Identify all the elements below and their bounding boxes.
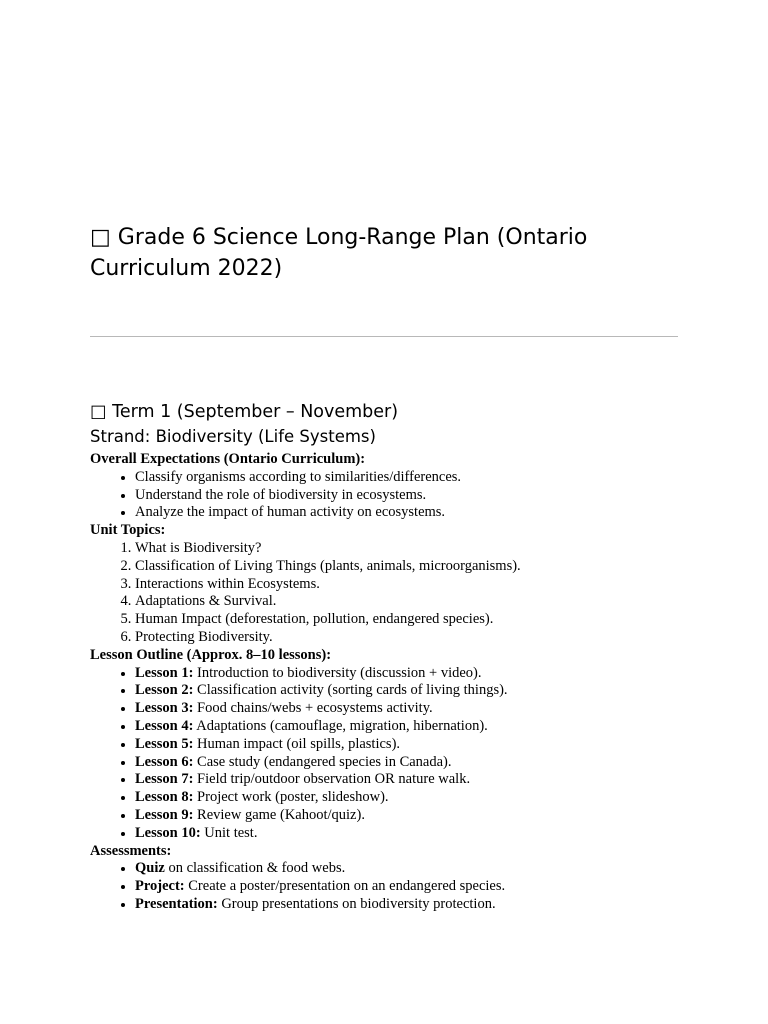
unit-topics-list [90, 540, 690, 647]
assessment-type: Presentation: [135, 895, 218, 912]
lesson-number: Lesson 8: [135, 789, 194, 806]
lesson-description: Review game (Kahoot/quiz). [193, 806, 365, 823]
strand-heading: Strand: Biodiversity (Life Systems) [90, 427, 376, 446]
lesson-description: Human impact (oil spills, plastics). [193, 735, 401, 752]
document-title: □ Grade 6 Science Long-Range Plan (Ontario Curriculum 2022) [90, 225, 588, 281]
list-item: • Classify organisms according to similarities/differences. [135, 469, 690, 487]
lesson-number: Lesson 1: [135, 664, 194, 681]
list-item [135, 736, 690, 754]
list-item: 4. Adaptations & Survival. [135, 593, 690, 611]
list-item [135, 700, 690, 718]
lesson-number: Lesson 2: [135, 682, 194, 699]
lesson-outline-label: Lesson Outline (Approx. 8–10 lessons): [90, 646, 332, 663]
list-item [135, 754, 690, 772]
list-item: 2. Classification of Living Things (plants, animals, microorganisms). [135, 558, 690, 576]
lesson-description: Introduction to biodiversity (discussion + video). [193, 664, 482, 681]
list-item [135, 878, 690, 896]
lesson-number: Lesson 3: [135, 700, 194, 717]
list-item [135, 860, 690, 878]
list-item [135, 896, 690, 914]
lesson-number: Lesson 5: [135, 735, 194, 752]
list-item [135, 825, 690, 843]
overall-expectations-label: Overall Expectations (Ontario Curriculum): [90, 451, 366, 467]
lesson-description: Adaptations (camouflage, migration, hibernation). [193, 717, 488, 734]
lesson-description: Unit test. [200, 824, 258, 841]
list-item [135, 682, 690, 700]
overall-expectations-list [90, 469, 690, 522]
lesson-number: Lesson 9: [135, 806, 194, 823]
lesson-number: Lesson 6: [135, 753, 194, 770]
list-item: 1. What is Biodiversity? [135, 540, 690, 558]
assessment-description: Group presentations on biodiversity protection. [217, 895, 496, 912]
lesson-description: Food chains/webs + ecosystems activity. [193, 700, 433, 717]
list-item [135, 771, 690, 789]
list-item: • Analyze the impact of human activity on ecosystems. [135, 504, 690, 522]
list-item [135, 807, 690, 825]
horizontal-divider [90, 336, 678, 337]
assessment-type: Project: [135, 878, 185, 895]
list-item: 5. Human Impact (deforestation, pollution, endangered species). [135, 611, 690, 629]
list-item: 3. Interactions within Ecosystems. [135, 576, 690, 594]
lesson-number: Lesson 7: [135, 771, 194, 788]
list-item: 6. Protecting Biodiversity. [135, 629, 690, 647]
lesson-description: Classification activity (sorting cards of living things). [193, 682, 508, 699]
lesson-description: Case study (endangered species in Canada). [193, 753, 452, 770]
list-item [135, 718, 690, 736]
assessments-label: Assessments: [90, 842, 172, 859]
list-item: • Understand the role of biodiversity in ecosystems. [135, 487, 690, 505]
list-item [135, 665, 690, 683]
document-body [90, 451, 690, 914]
assessment-type: Quiz [135, 860, 165, 877]
assessments-list [90, 860, 690, 913]
assessment-description: Create a poster/presentation on an endangered species. [184, 878, 506, 895]
unit-topics-label: Unit Topics: [90, 522, 166, 539]
lesson-number: Lesson 10: [135, 824, 201, 841]
lesson-outline-list [90, 665, 690, 843]
lesson-number: Lesson 4: [135, 717, 194, 734]
lesson-description: Field trip/outdoor observation OR nature walk. [193, 771, 471, 788]
list-item [135, 789, 690, 807]
lesson-description: Project work (poster, slideshow). [193, 789, 389, 806]
assessment-description: on classification & food webs. [164, 860, 346, 877]
term-heading: □ Term 1 (September – November) [90, 402, 399, 422]
